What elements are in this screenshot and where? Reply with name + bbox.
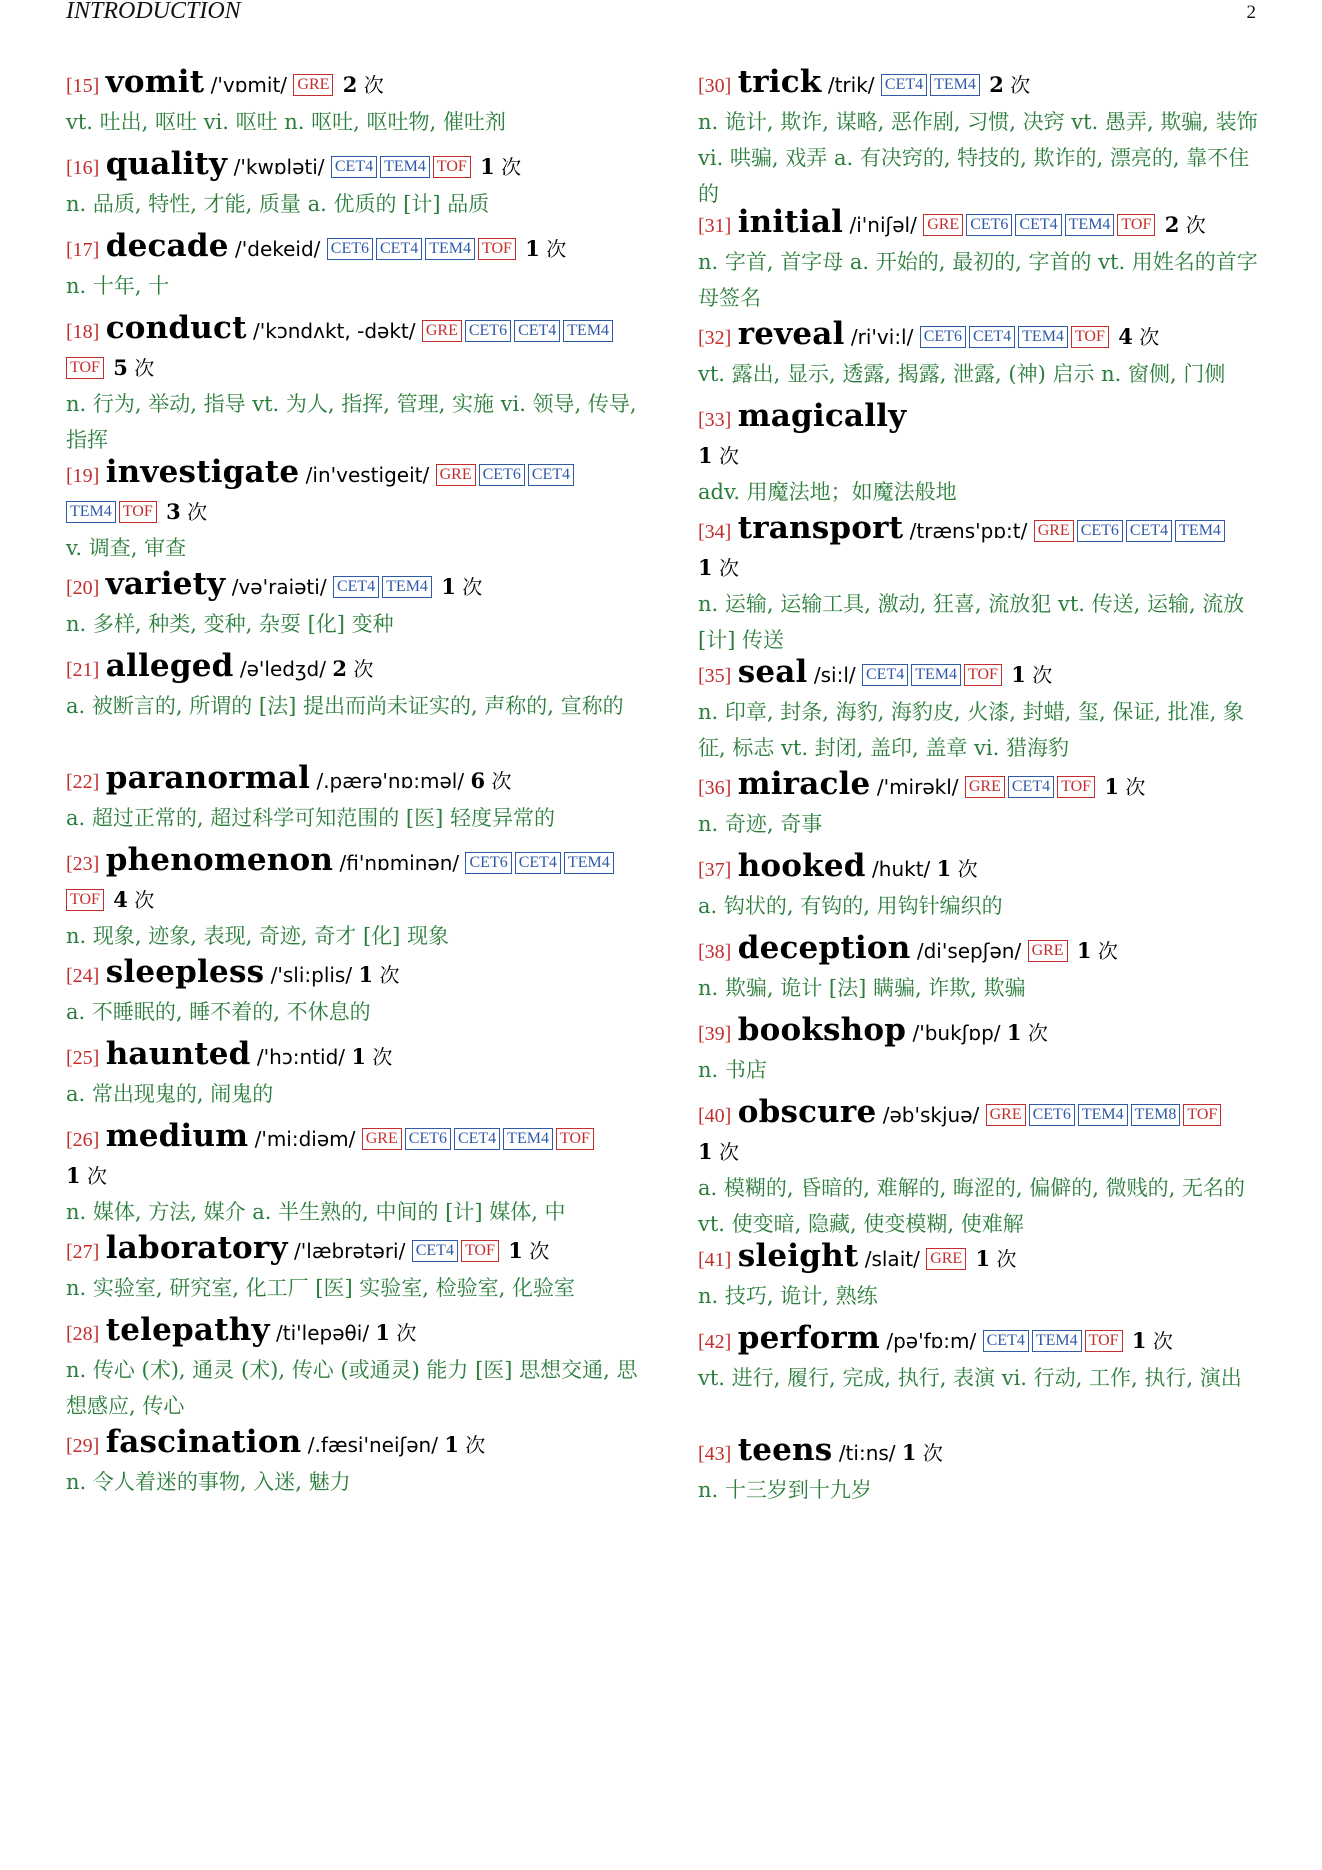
headword-line [698, 64, 1270, 104]
headword-line [698, 316, 1270, 356]
count-unit: 次 [1152, 1329, 1173, 1353]
tag-tem8: TEM8 [1131, 1104, 1181, 1126]
tag-cet4: CET4 [528, 464, 574, 486]
headword-line [66, 760, 638, 800]
tag-tem4: TEM4 [1175, 520, 1225, 542]
entry-number: [43] [698, 1443, 732, 1465]
definition: a. 超过正常的, 超过科学可知范围的 [医] 轻度异常的 [66, 806, 555, 830]
header-title: INTRODUCTION [66, 0, 241, 24]
tag-tem4: TEM4 [66, 501, 116, 523]
phonetic: /.pærə'nɒ:məl/ [316, 769, 465, 793]
occurrence-count: 1 [1131, 1328, 1147, 1353]
headword: obscure [737, 1094, 877, 1130]
tag-cet4: CET4 [376, 238, 422, 260]
headword: teens [737, 1432, 833, 1468]
entry-number: [27] [66, 1241, 100, 1263]
count-unit: 次 [1125, 775, 1146, 799]
word-entry [698, 1012, 1270, 1088]
headword: vomit [105, 64, 205, 100]
phonetic: /ti'lepəθi/ [276, 1321, 370, 1345]
tag-tof: TOF [1183, 1104, 1221, 1126]
word-entry [66, 1424, 638, 1500]
tag-gre: GRE [436, 464, 476, 486]
headword-line [66, 842, 638, 918]
tag-tem4: TEM4 [564, 852, 614, 874]
entry-number: [34] [698, 521, 732, 543]
tag-cet4: CET4 [881, 74, 927, 96]
word-entry [698, 766, 1270, 842]
entry-number: [30] [698, 75, 732, 97]
entry-number: [36] [698, 777, 732, 799]
tag-cet6: CET6 [920, 326, 966, 348]
count-unit: 次 [1027, 1021, 1048, 1045]
headword-line [698, 1012, 1270, 1052]
tag-gre: GRE [965, 776, 1005, 798]
headword-line [66, 310, 638, 386]
occurrence-count: 1 [444, 1432, 459, 1457]
tag-cet4: CET4 [514, 320, 560, 342]
headword: quality [105, 146, 228, 182]
definition: n. 奇迹, 奇事 [698, 812, 823, 836]
tag-cet4: CET4 [969, 326, 1015, 348]
headword: reveal [737, 316, 845, 352]
count-unit: 次 [1097, 939, 1118, 963]
entry-number: [41] [698, 1249, 732, 1271]
definition: vt. 露出, 显示, 透露, 揭露, 泄露, (神) 启示 n. 窗侧, 门侧 [698, 362, 1226, 386]
phonetic: /træns'pɒ:t/ [909, 519, 1028, 543]
word-entry [66, 454, 638, 566]
definition: n. 令人着迷的事物, 入迷, 魅力 [66, 1470, 351, 1494]
tag-cet6: CET6 [327, 238, 373, 260]
headword-line [66, 954, 638, 994]
definition: n. 诡计, 欺诈, 谋略, 恶作剧, 习惯, 决窍 vt. 愚弄, 欺骗, 装饰 vi. 哄骗, 戏弄 a. 有决窍的, 特技的, 欺诈的, 漂亮的, 靠不住的 [698, 110, 1258, 206]
count-unit: 次 [529, 1239, 550, 1263]
occurrence-count: 1 [901, 1440, 917, 1465]
phonetic: /'bukʃɒp/ [912, 1021, 1001, 1045]
headword: deception [737, 930, 911, 966]
entry-number: [37] [698, 859, 732, 881]
occurrence-count: 1 [508, 1238, 523, 1263]
count-unit: 次 [718, 444, 739, 468]
headword-line [698, 1238, 1270, 1278]
phonetic: /si:l/ [813, 663, 856, 687]
tag-gre: GRE [293, 74, 333, 96]
tag-tem4: TEM4 [1065, 214, 1115, 236]
entry-number: [15] [66, 75, 100, 97]
word-entry [698, 64, 1270, 212]
word-entry [66, 1036, 638, 1112]
tag-tof: TOF [1117, 214, 1155, 236]
headword-line [698, 1094, 1270, 1170]
tag-gre: GRE [1034, 520, 1074, 542]
definition: n. 品质, 特性, 才能, 质量 a. 优质的 [计] 品质 [66, 192, 490, 216]
entry-number: [22] [66, 771, 100, 793]
count-unit: 次 [465, 1433, 486, 1457]
count-unit: 次 [718, 1140, 739, 1164]
occurrence-count: 1 [480, 154, 495, 179]
entry-number: [42] [698, 1331, 732, 1353]
entry-number: [40] [698, 1105, 732, 1127]
definition: n. 书店 [698, 1058, 767, 1082]
word-entry [66, 228, 638, 304]
tag-cet6: CET6 [479, 464, 525, 486]
definition: n. 运输, 运输工具, 激动, 狂喜, 流放犯 vt. 传送, 运输, 流放 [计] 传送 [698, 592, 1245, 652]
phonetic: /hukt/ [872, 857, 931, 881]
page-header [66, 0, 1256, 28]
word-entry [698, 1238, 1270, 1314]
count-unit: 次 [134, 888, 155, 912]
tag-tof: TOF [964, 664, 1002, 686]
phonetic: /in'vestigeit/ [305, 463, 430, 487]
entry-number: [19] [66, 465, 100, 487]
occurrence-count: 1 [698, 443, 713, 468]
definition: a. 模糊的, 昏暗的, 难解的, 晦涩的, 偏僻的, 微贱的, 无名的 vt. 使变暗, 隐藏, 使变模糊, 使难解 [698, 1176, 1245, 1236]
definition: n. 十年, 十 [66, 274, 170, 298]
headword-line [66, 648, 638, 688]
tag-gre: GRE [1028, 940, 1068, 962]
headword: perform [737, 1320, 880, 1356]
word-entry [66, 566, 638, 642]
entry-number: [21] [66, 659, 100, 681]
word-entry [698, 510, 1270, 658]
count-unit: 次 [996, 1247, 1017, 1271]
tag-cet6: CET6 [465, 320, 511, 342]
entry-number: [29] [66, 1435, 100, 1457]
entry-number: [28] [66, 1323, 100, 1345]
phonetic: /'mirəkl/ [876, 775, 959, 799]
phonetic: /pə'fɒ:m/ [886, 1329, 977, 1353]
word-entry [66, 310, 638, 458]
tag-tof: TOF [66, 889, 104, 911]
count-unit: 次 [501, 155, 522, 179]
tag-tof: TOF [461, 1240, 499, 1262]
phonetic: /'mi:diəm/ [254, 1127, 356, 1151]
entry-number: [17] [66, 239, 100, 261]
headword: paranormal [105, 760, 311, 796]
entry-number: [38] [698, 941, 732, 963]
tag-gre: GRE [362, 1128, 402, 1150]
entry-number: [32] [698, 327, 732, 349]
headword: bookshop [737, 1012, 907, 1048]
tag-tem4: TEM4 [930, 74, 980, 96]
tag-cet6: CET6 [405, 1128, 451, 1150]
headword-line [66, 1312, 638, 1352]
tag-gre: GRE [926, 1248, 966, 1270]
headword: medium [105, 1118, 249, 1154]
tag-tof: TOF [1085, 1330, 1123, 1352]
phonetic: /i'niʃəl/ [849, 213, 917, 237]
definition: n. 行为, 举动, 指导 vt. 为人, 指挥, 管理, 实施 vi. 领导, 传导, 指挥 [66, 392, 637, 452]
word-entry [66, 64, 638, 140]
occurrence-count: 1 [1006, 1020, 1022, 1045]
occurrence-count: 1 [698, 1139, 713, 1164]
word-entry [66, 648, 638, 724]
headword: transport [737, 510, 904, 546]
occurrence-count: 1 [375, 1320, 391, 1345]
phonetic: /slait/ [864, 1247, 920, 1271]
occurrence-count: 1 [1011, 662, 1026, 687]
phonetic: /trik/ [827, 73, 875, 97]
definition: n. 媒体, 方法, 媒介 a. 半生熟的, 中间的 [计] 媒体, 中 [66, 1200, 566, 1224]
entry-number: [16] [66, 157, 100, 179]
tag-tof: TOF [433, 156, 471, 178]
occurrence-count: 1 [66, 1163, 81, 1188]
count-unit: 次 [462, 575, 483, 599]
headword-line [698, 510, 1270, 586]
tag-cet4: CET4 [333, 576, 379, 598]
entry-number: [26] [66, 1129, 100, 1151]
tag-cet6: CET6 [465, 852, 511, 874]
tag-tem4: TEM4 [563, 320, 613, 342]
entry-number: [31] [698, 215, 732, 237]
headword-line [66, 64, 638, 104]
entry-number: [18] [66, 321, 100, 343]
tag-cet6: CET6 [1077, 520, 1123, 542]
entry-number: [35] [698, 665, 732, 687]
occurrence-count: 3 [166, 499, 181, 524]
tag-tof: TOF [119, 501, 157, 523]
occurrence-count: 1 [936, 856, 952, 881]
tag-gre: GRE [422, 320, 462, 342]
phonetic: /di'sepʃən/ [916, 939, 1022, 963]
occurrence-count: 1 [351, 1044, 367, 1069]
word-entry [66, 1118, 638, 1230]
headword: laboratory [105, 1230, 288, 1266]
word-entry [66, 146, 638, 222]
headword-line [698, 1432, 1270, 1472]
entry-number: [39] [698, 1023, 732, 1045]
headword-line [66, 146, 638, 186]
count-unit: 次 [491, 769, 512, 793]
headword-line [698, 848, 1270, 888]
entry-number: [23] [66, 853, 100, 875]
phonetic: /'læbrətəri/ [294, 1239, 406, 1263]
headword-line [66, 566, 638, 606]
headword: conduct [105, 310, 247, 346]
headword: telepathy [105, 1312, 270, 1348]
occurrence-count: 2 [342, 72, 358, 97]
headword: variety [105, 566, 226, 602]
definition: a. 不睡眠的, 睡不着的, 不休息的 [66, 1000, 371, 1024]
headword: seal [737, 654, 808, 690]
count-unit: 次 [134, 356, 155, 380]
occurrence-count: 1 [441, 574, 456, 599]
phonetic: /fi'nɒminən/ [339, 851, 460, 875]
word-entry [698, 654, 1270, 766]
headword: initial [737, 204, 844, 240]
count-unit: 次 [546, 237, 567, 261]
phonetic: /'vɒmit/ [210, 73, 288, 97]
headword-line [66, 1424, 638, 1464]
word-entry [698, 1432, 1270, 1508]
occurrence-count: 1 [698, 555, 713, 580]
definition: n. 实验室, 研究室, 化工厂 [医] 实验室, 检验室, 化验室 [66, 1276, 576, 1300]
occurrence-count: 1 [358, 962, 374, 987]
word-entry [698, 204, 1270, 316]
entry-number: [33] [698, 409, 732, 431]
count-unit: 次 [86, 1164, 107, 1188]
word-entry [698, 1320, 1270, 1396]
count-unit: 次 [1010, 73, 1031, 97]
phonetic: /ri'vi:l/ [850, 325, 914, 349]
page-number: 2 [1246, 2, 1256, 23]
headword: hooked [737, 848, 866, 884]
tag-cet4: CET4 [454, 1128, 500, 1150]
definition: n. 多样, 种类, 变种, 杂耍 [化] 变种 [66, 612, 394, 636]
occurrence-count: 5 [113, 355, 128, 380]
headword: investigate [105, 454, 300, 490]
tag-cet4: CET4 [1015, 214, 1061, 236]
phonetic: /'kwɒləti/ [233, 155, 325, 179]
phonetic: /və'raiəti/ [231, 575, 327, 599]
definition: a. 被断言的, 所谓的 [法] 提出而尚未证实的, 声称的, 宣称的 [66, 694, 624, 718]
definition: vt. 进行, 履行, 完成, 执行, 表演 vi. 行动, 工作, 执行, 演出 [698, 1366, 1242, 1390]
phonetic: /'dekeid/ [235, 237, 321, 261]
occurrence-count: 1 [525, 236, 540, 261]
headword: sleepless [105, 954, 265, 990]
definition: n. 印章, 封条, 海豹, 海豹皮, 火漆, 封蜡, 玺, 保证, 批准, 象征, 标志 vt. 封闭, 盖印, 盖章 vi. 猎海豹 [698, 700, 1245, 760]
occurrence-count: 4 [113, 887, 128, 912]
tag-tem4: TEM4 [1078, 1104, 1128, 1126]
entry-number: [24] [66, 965, 100, 987]
headword: magically [737, 398, 907, 434]
tag-tem4: TEM4 [382, 576, 432, 598]
headword: trick [737, 64, 822, 100]
count-unit: 次 [1032, 663, 1053, 687]
count-unit: 次 [363, 73, 384, 97]
count-unit: 次 [396, 1321, 417, 1345]
headword-line [66, 228, 638, 268]
definition: vt. 吐出, 呕吐 vi. 呕吐 n. 呕吐, 呕吐物, 催吐剂 [66, 110, 506, 134]
word-entry [66, 1230, 638, 1306]
occurrence-count: 2 [1164, 212, 1180, 237]
tag-gre: GRE [923, 214, 963, 236]
count-unit: 次 [922, 1441, 943, 1465]
word-entry [66, 1312, 638, 1424]
phonetic: /əb'skjuə/ [882, 1103, 980, 1127]
phonetic: /'hɔ:ntid/ [256, 1045, 346, 1069]
tag-tem4: TEM4 [1032, 1330, 1082, 1352]
definition: n. 传心 (术), 通灵 (术), 传心 (或通灵) 能力 [医] 思想交通, 思想感应, 传心 [66, 1358, 638, 1418]
occurrence-count: 2 [989, 72, 1004, 97]
tag-cet6: CET6 [1029, 1104, 1075, 1126]
definition: n. 技巧, 诡计, 熟练 [698, 1284, 878, 1308]
count-unit: 次 [379, 963, 400, 987]
occurrence-count: 2 [332, 656, 347, 681]
headword-line [698, 204, 1270, 244]
word-entry [698, 930, 1270, 1006]
count-unit: 次 [187, 500, 208, 524]
definition: adv. 用魔法地；如魔法般地 [698, 480, 957, 504]
tag-tem4: TEM4 [911, 664, 961, 686]
phonetic: /'sli:plis/ [270, 963, 353, 987]
tag-tem4: TEM4 [1018, 326, 1068, 348]
headword: sleight [737, 1238, 859, 1274]
tag-tem4: TEM4 [380, 156, 430, 178]
tag-cet4: CET4 [331, 156, 377, 178]
occurrence-count: 1 [975, 1246, 991, 1271]
tag-cet6: CET6 [966, 214, 1012, 236]
definition: n. 字首, 首字母 a. 开始的, 最初的, 字首的 vt. 用姓名的首字母签名 [698, 250, 1258, 310]
occurrence-count: 6 [470, 768, 486, 793]
headword: alleged [105, 648, 234, 684]
tag-tof: TOF [1057, 776, 1095, 798]
count-unit: 次 [718, 556, 739, 580]
tag-tem4: TEM4 [503, 1128, 553, 1150]
phonetic: /ə'ledʒd/ [239, 657, 326, 681]
count-unit: 次 [353, 657, 374, 681]
headword-line [66, 1036, 638, 1076]
entry-number: [25] [66, 1047, 100, 1069]
definition: v. 调查, 审查 [66, 536, 187, 560]
occurrence-count: 1 [1076, 938, 1092, 963]
tag-cet4: CET4 [412, 1240, 458, 1262]
tag-tof: TOF [556, 1128, 594, 1150]
word-entry [698, 1094, 1270, 1242]
headword-line [698, 654, 1270, 694]
definition: n. 欺骗, 诡计 [法] 瞒骗, 诈欺, 欺骗 [698, 976, 1026, 1000]
entry-number: [20] [66, 577, 100, 599]
count-unit: 次 [1185, 213, 1206, 237]
headword-line [66, 1230, 638, 1270]
definition: n. 现象, 迹象, 表现, 奇迹, 奇才 [化] 现象 [66, 924, 450, 948]
definition: a. 钩状的, 有钩的, 用钩针编织的 [698, 894, 1003, 918]
headword: fascination [105, 1424, 302, 1460]
phonetic: /ti:ns/ [838, 1441, 896, 1465]
definition: n. 十三岁到十九岁 [698, 1478, 872, 1502]
count-unit: 次 [1139, 325, 1160, 349]
count-unit: 次 [957, 857, 978, 881]
tag-cet4: CET4 [862, 664, 908, 686]
tag-cet4: CET4 [515, 852, 561, 874]
word-entry [698, 848, 1270, 924]
tag-gre: GRE [986, 1104, 1026, 1126]
word-entry [698, 316, 1270, 392]
tag-cet4: CET4 [1126, 520, 1172, 542]
headword: haunted [105, 1036, 251, 1072]
headword-line [698, 766, 1270, 806]
headword: decade [105, 228, 229, 264]
headword-line [66, 454, 638, 530]
tag-tof: TOF [66, 357, 104, 379]
word-entry [698, 398, 1270, 510]
word-entry [66, 842, 638, 954]
tag-cet4: CET4 [983, 1330, 1029, 1352]
headword-line [698, 1320, 1270, 1360]
headword-line [698, 930, 1270, 970]
headword: miracle [737, 766, 871, 802]
tag-tof: TOF [478, 238, 516, 260]
count-unit: 次 [372, 1045, 393, 1069]
tag-cet4: CET4 [1008, 776, 1054, 798]
tag-tem4: TEM4 [425, 238, 475, 260]
occurrence-count: 4 [1118, 324, 1133, 349]
phonetic: /.fæsi'neiʃən/ [307, 1433, 438, 1457]
headword-line [698, 398, 1270, 474]
definition: a. 常出现鬼的, 闹鬼的 [66, 1082, 274, 1106]
headword-line [66, 1118, 638, 1194]
phonetic: /'kɔndʌkt, -dəkt/ [252, 319, 416, 343]
headword: phenomenon [105, 842, 334, 878]
word-entry [66, 760, 638, 836]
tag-tof: TOF [1071, 326, 1109, 348]
word-entry [66, 954, 638, 1030]
occurrence-count: 1 [1104, 774, 1120, 799]
